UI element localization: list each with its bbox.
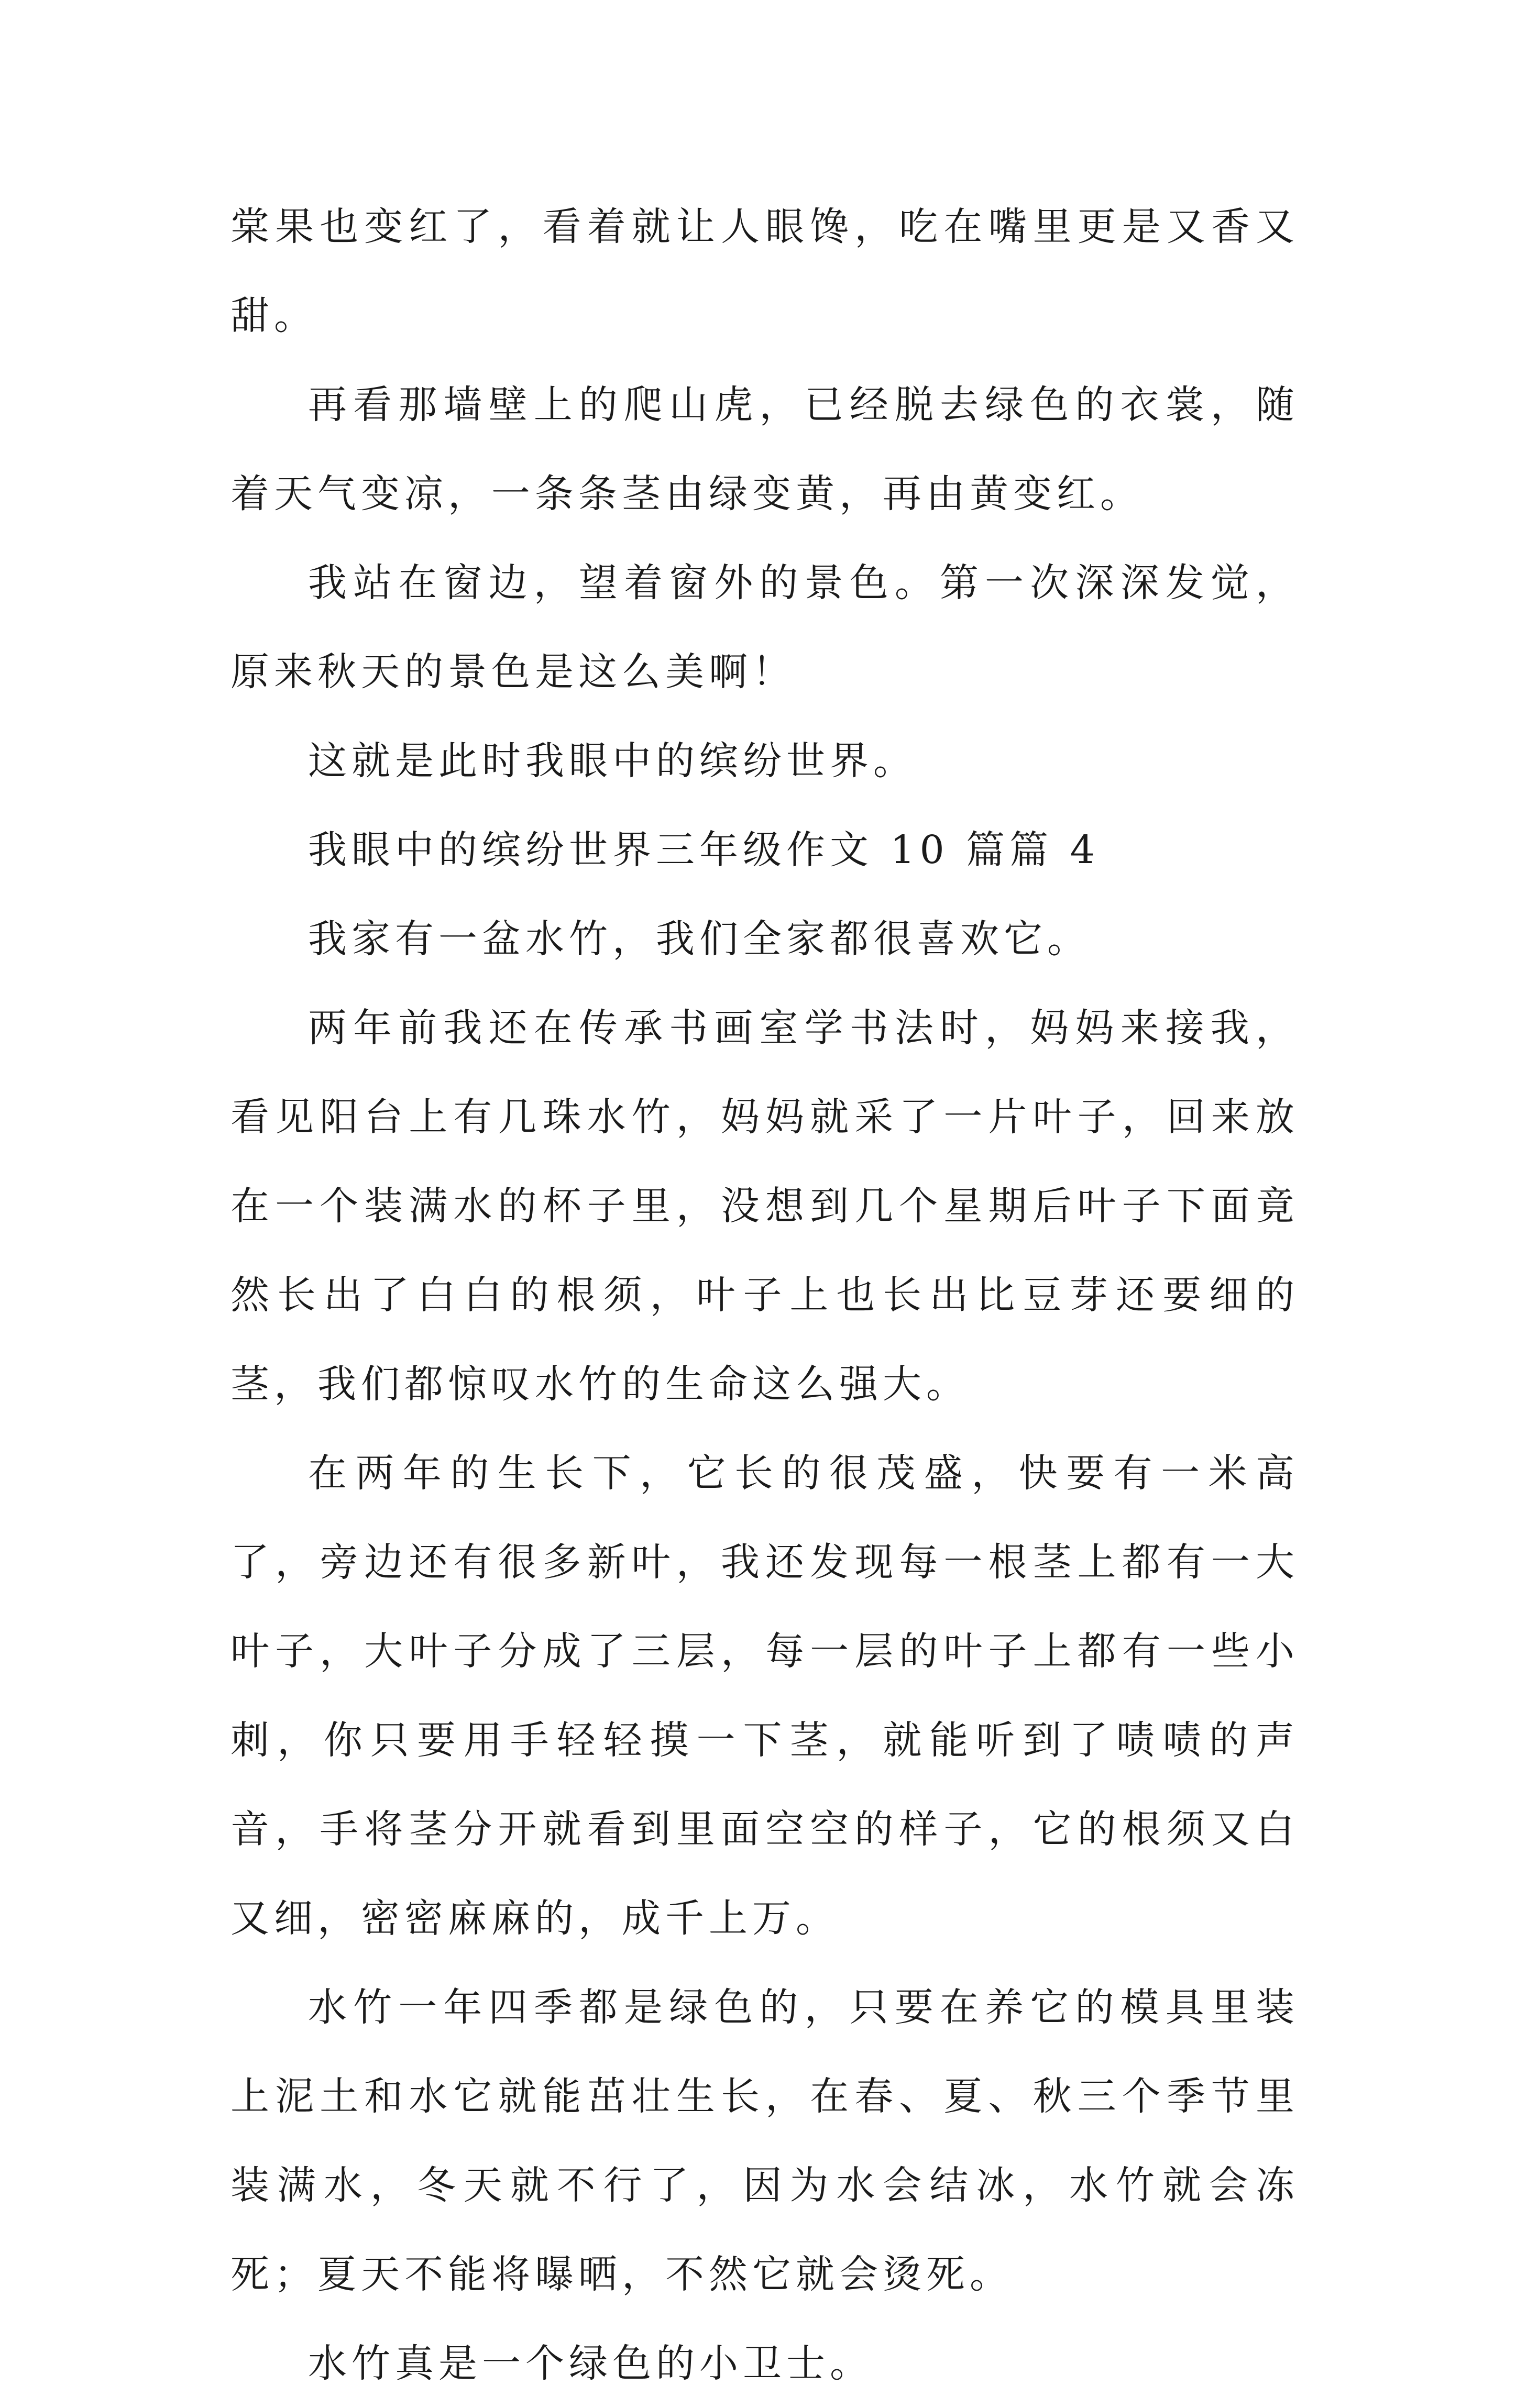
section-heading: 我眼中的缤纷世界三年级作文 10 篇篇 4 xyxy=(308,827,1100,872)
paragraph-9: 水竹真是一个绿色的小卫士。 xyxy=(308,2341,873,2386)
paragraph-7: 在两年的生长下，它长的很茂盛，快要有一米高了，旁边还有很多新叶，我还发现每一根茎上都有一大叶子，大叶子分成了三层，每一层的叶子上都有一些小刺，你只要用手轻轻摸一下茎，就能听到了啧啧的声音，手将茎分开就看到里面空空的样子，它的根须又白又细，密密麻麻的，成千上万。 xyxy=(230,1451,1299,1941)
paragraph-6: 两年前我还在传承书画室学书法时，妈妈来接我，看见阳台上有几珠水竹，妈妈就采了一片叶子，回来放在一个装满水的杯子里，没想到几个星期后叶子下面竟然长出了白白的根须，叶子上也长出比豆芽还要细的茎，我们都惊叹水竹的生命这么强大。 xyxy=(230,1006,1299,1407)
paragraph-3: 我站在窗边，望着窗外的景色。第一次深深发觉，原来秋天的景色是这么美啊！ xyxy=(230,560,1299,694)
paragraph-2: 再看那墙壁上的爬山虎，已经脱去绿色的衣裳，随着天气变凉，一条条茎由绿变黄，再由黄变红。 xyxy=(230,382,1299,516)
paragraph-4: 这就是此时我眼中的缤纷世界。 xyxy=(308,738,917,783)
paragraph-5: 我家有一盆水竹，我们全家都很喜欢它。 xyxy=(308,916,1091,962)
document-body xyxy=(230,182,1299,2408)
paragraph-1: 棠果也变红了，看着就让人眼馋，吃在嘴里更是又香又甜。 xyxy=(230,204,1299,338)
paragraph-8: 水竹一年四季都是绿色的，只要在养它的模具里装上泥土和水它就能茁壮生长，在春、夏、秋三个季节里装满水，冬天就不行了，因为水会结冰，水竹就会冻死；夏天不能将曝晒，不然它就会烫死。 xyxy=(230,1985,1299,2297)
